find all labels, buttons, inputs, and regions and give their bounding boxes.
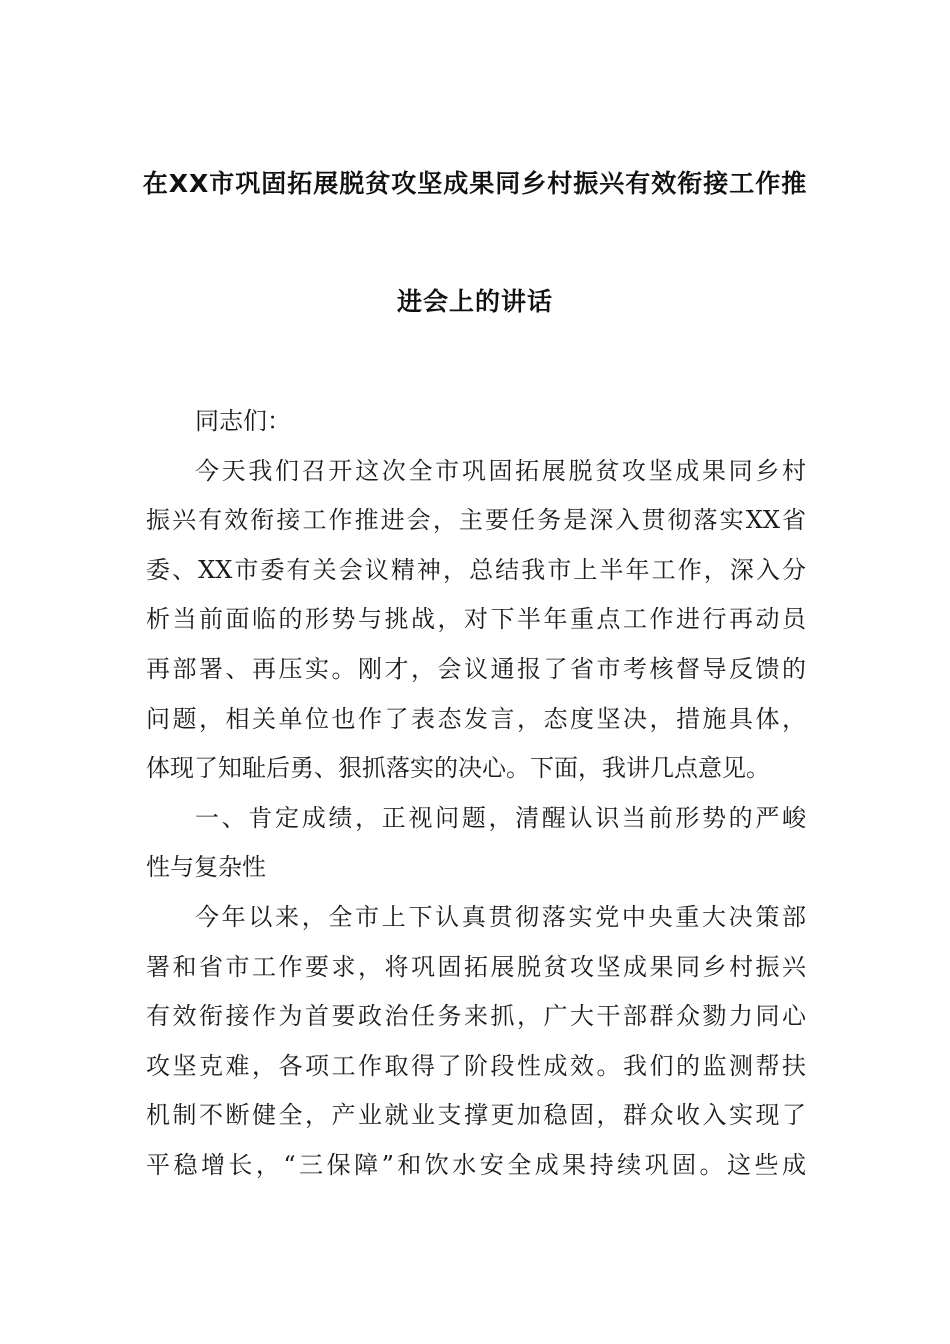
document-title-line-1: 在XX市巩固拓展脱贫攻坚成果同乡村振兴有效衔接工作推: [142, 169, 808, 198]
salutation-line: 同志们：: [195, 407, 291, 435]
paragraph-line: 机制不断健全，产业就业支撑更加稳固，群众收入实现了: [146, 1101, 806, 1130]
paragraph-line: 析当前面临的形势与挑战，对下半年重点工作进行再动员: [146, 605, 806, 634]
paragraph-line: 平稳增长，“三保障”和饮水安全成果持续巩固。这些成: [146, 1150, 806, 1179]
section-heading-line: 性与复杂性: [146, 853, 266, 882]
paragraph-line: 体现了知耻后勇、狠抓落实的决心。下面，我讲几点意见。: [146, 754, 770, 783]
paragraph-line: 署和省市工作要求，将巩固拓展脱贫攻坚成果同乡村振兴: [146, 952, 806, 981]
section-heading-line: 一、肯定成绩，正视问题，清醒认识当前形势的严峻: [195, 803, 806, 832]
document-body: [146, 397, 806, 1191]
paragraph-line: 振兴有效衔接工作推进会，主要任务是深入贯彻落实XX省: [146, 506, 806, 535]
paragraph-line: 今天我们召开这次全市巩固拓展脱贫攻坚成果同乡村: [195, 456, 806, 485]
paragraph-line: 有效衔接作为首要政治任务来抓，广大干部群众勠力同心: [146, 1002, 806, 1031]
paragraph-line: 问题，相关单位也作了表态发言，态度坚决，措施具体，: [146, 704, 806, 733]
paragraph-line: 攻坚克难，各项工作取得了阶段性成效。我们的监测帮扶: [146, 1051, 806, 1080]
paragraph-line: 委、XX市委有关会议精神，总结我市上半年工作，深入分: [146, 555, 806, 584]
paragraph-line: 今年以来，全市上下认真贯彻落实党中央重大决策部: [195, 902, 806, 931]
document-title-line-2: 进会上的讲话: [396, 287, 553, 316]
paragraph-line: 再部署、再压实。刚才，会议通报了省市考核督导反馈的: [146, 654, 806, 683]
